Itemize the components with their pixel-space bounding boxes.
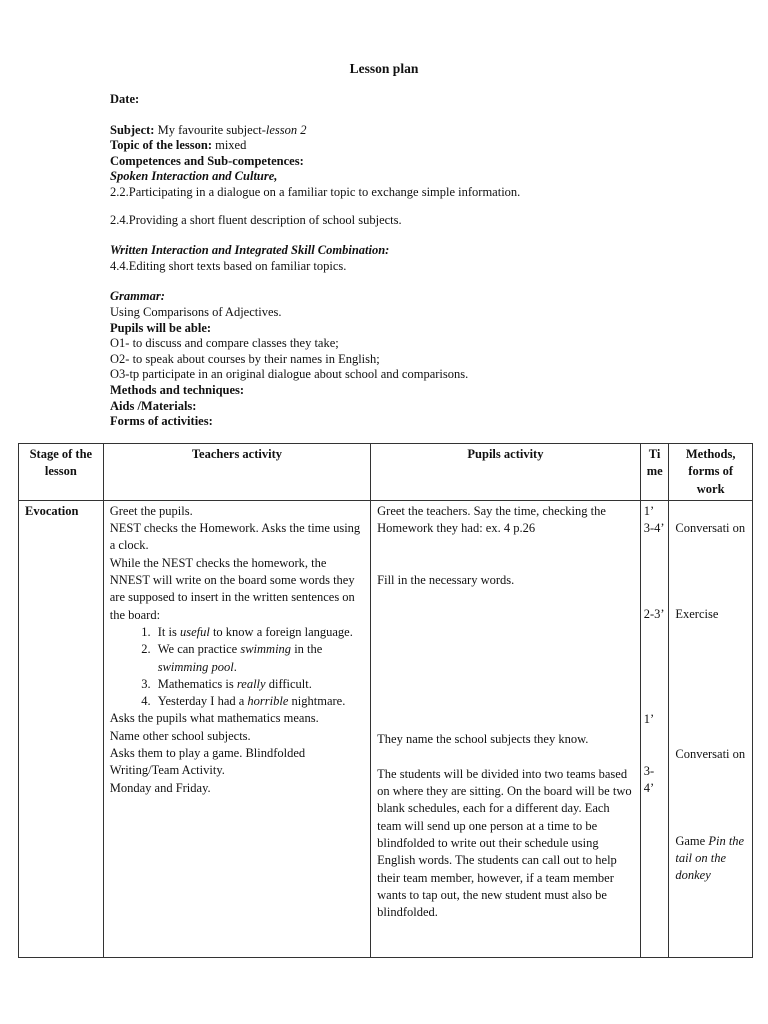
objective-2: O2- to speak about courses by their names in English; [110,351,380,366]
header-teachers-activity: Teachers activity [103,444,370,501]
pupils-activity-cell [371,500,641,957]
method-3: Conversati on [675,746,746,761]
competence-2-4: 2.4.Providing a short fluent description of school subjects. [110,212,402,227]
time-2: 3-4’ [643,520,665,535]
subject-label: Subject: [110,122,155,137]
competence-4-4: 4.4.Editing short texts based on familiar topics. [110,258,347,273]
pupils-p2: Fill in the necessary words. [377,572,515,587]
methods-cell [669,500,753,957]
aids-label: Aids /Materials: [110,398,197,413]
topic-label: Topic of the lesson: [110,138,212,153]
header-time: Ti me [640,444,669,501]
stage-cell: Evocation [19,500,104,957]
method-4: Game Pin the tail on the donkey [675,833,745,883]
objective-1: O1- to discuss and compare classes they take; [110,336,339,351]
time-5b: 4’ [643,780,655,795]
time-5a: 3- [643,763,655,778]
page-title: Lesson plan [349,61,419,76]
pupils-able-label: Pupils will be able: [110,320,212,335]
header-stage: Stage of the lesson [19,444,104,501]
teacher-p6: Asks them to play a game. Blindfolded Writing/Team Activity. [109,746,306,778]
time-cell [640,500,669,957]
lesson-header [110,92,730,430]
method-1: Conversati on [675,520,746,535]
topic-value: mixed [211,138,247,153]
time-4: 1’ [643,711,655,726]
subject-lesson: lesson 2 [265,122,307,137]
teacher-activity-cell [103,500,370,957]
time-1: 1’ [643,503,655,518]
pupils-p3: They name the school subjects they know. [377,731,589,746]
list-item: 1. It is useful to know a foreign language. [154,624,364,641]
header-pupils-activity: Pupils activity [371,444,641,501]
competences-label: Competences and Sub-competences: [110,153,304,168]
teacher-p2: NEST checks the Homework. Asks the time using a clock. [109,521,361,553]
date-label: Date: [110,92,140,106]
grammar-value: Using Comparisons of Adjectives. [110,304,282,319]
objective-3: O3-tp participate in an original dialogue about school and comparisons. [110,367,469,382]
methods-label: Methods and techniques: [110,382,245,397]
competence-2-2: 2.2.Participating in a dialogue on a familiar topic to exchange simple information. [110,184,521,199]
pupils-p4: The students will be divided into two teams based on where they are sitting. On the board will be two blank schedules, each for a different day. Each team will send up one person at a time to be blindfolded to write out their schedule using English words. The students can call out to help their team member, however, if a team member wants to tap out, the new student must also be blindfolded. [377,766,632,920]
table-header-row [19,444,753,501]
pupils-p1: Greet the teachers. Say the time, checking the Homework they had: ex. 4 p.26 [377,503,606,536]
header-methods: Methods, forms of work [669,444,753,501]
teacher-p1: Greet the pupils. [109,503,193,518]
table-row [19,500,753,957]
spoken-heading: Spoken Interaction and Culture, [110,169,278,184]
forms-label: Forms of activities: [110,414,213,429]
list-item: 4. Yesterday I had a horrible nightmare. [154,693,364,710]
teacher-p4: Asks the pupils what mathematics means. [109,711,319,726]
grammar-label: Grammar: [110,289,165,304]
teacher-p3: While the NEST checks the homework, the NNEST will write on the board some words they are supposed to insert in the written sentences on the board: [109,555,355,622]
teacher-p5: Name other school subjects. [109,728,251,743]
method-2: Exercise [675,606,719,621]
lesson-table [18,443,753,958]
teacher-p7: Monday and Friday. [109,780,211,795]
written-heading: Written Interaction and Integrated Skill Combination: [110,243,390,258]
sentence-list [110,624,364,710]
list-item: 2. We can practice swimming in the swimming pool. [154,641,364,676]
time-3: 2-3’ [643,606,665,621]
list-item: 3. Mathematics is really difficult. [154,676,364,693]
subject-value: My favourite subject- [154,122,266,137]
